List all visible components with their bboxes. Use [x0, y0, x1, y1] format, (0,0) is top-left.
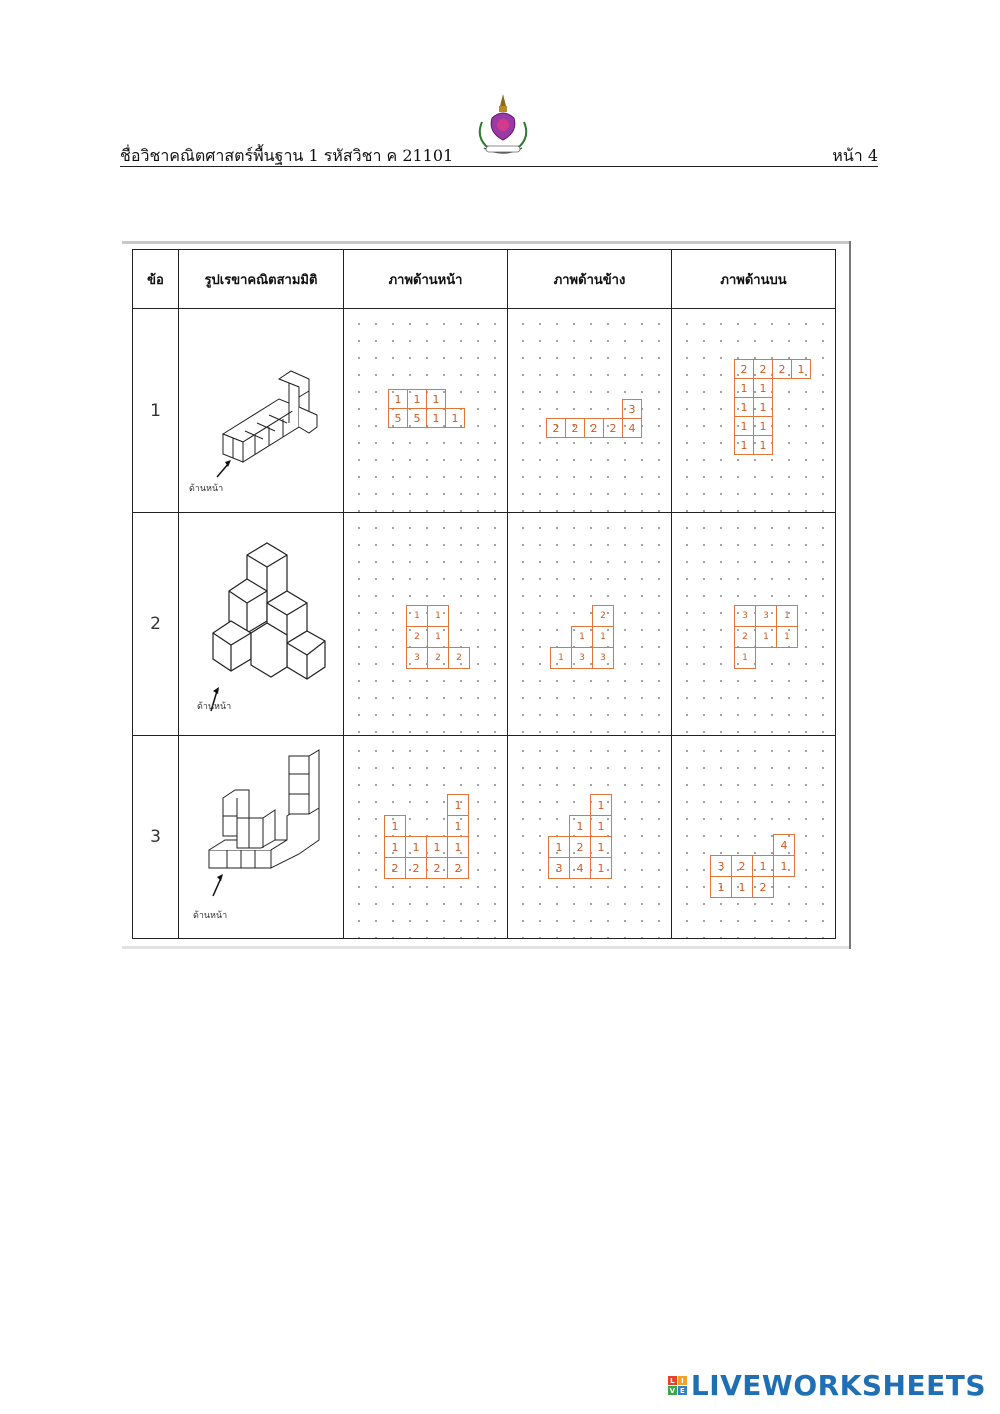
header-no: ข้อ — [133, 250, 179, 309]
grid-cell: 2 — [603, 418, 623, 438]
grid-cell: 1 — [755, 626, 777, 648]
grid-cell: 1 — [407, 389, 427, 409]
grid-cell: 1 — [447, 815, 469, 837]
front-direction-label: ด้านหน้า — [189, 484, 224, 494]
grid-cell: 2 — [734, 626, 756, 648]
solid-figure-2 — [179, 513, 344, 736]
side-view-grid-1[interactable] — [508, 309, 672, 513]
grid-cell: 1 — [773, 855, 795, 877]
grid-cell: 1 — [426, 408, 446, 428]
grid-cell: 1 — [776, 605, 798, 627]
grid-cell: 3 — [592, 647, 614, 669]
grid-cell: 2 — [584, 418, 604, 438]
front-view-grid-3[interactable] — [344, 736, 508, 939]
front-direction-label: ด้านหน้า — [193, 911, 228, 921]
table-row — [133, 309, 836, 513]
grid-cell: 1 — [426, 836, 448, 858]
grid-cell: 1 — [548, 836, 570, 858]
grid-cell: 2 — [405, 857, 427, 879]
header-side-view: ภาพด้านข้าง — [508, 250, 672, 309]
grid-cell: 1 — [447, 836, 469, 858]
grid-cell: 1 — [753, 435, 773, 455]
page-number: หน้า 4 — [832, 146, 878, 165]
front-direction-label: ด้านหน้า — [197, 702, 232, 712]
grid-cell: 2 — [752, 876, 774, 898]
grid-cell: 2 — [406, 626, 428, 648]
table-row — [133, 513, 836, 736]
grid-cell: 3 — [710, 855, 732, 877]
grid-cell: 2 — [734, 359, 754, 379]
grid-cell: 1 — [569, 815, 591, 837]
grid-cell: 2 — [447, 857, 469, 879]
grid-cell: 1 — [734, 416, 754, 436]
top-view-grid-1[interactable] — [672, 309, 836, 513]
grid-cell: 2 — [546, 418, 566, 438]
grid-cell: 1 — [388, 389, 408, 409]
grid-cell: 4 — [622, 418, 642, 438]
grid-cell: 2 — [565, 418, 585, 438]
school-emblem-icon — [468, 92, 538, 162]
side-view-grid-2[interactable] — [508, 513, 672, 736]
liveworksheets-logo[interactable] — [668, 1369, 986, 1402]
grid-cell: 2 — [427, 647, 449, 669]
grid-cell: 1 — [710, 876, 732, 898]
front-view-grid-2[interactable] — [344, 513, 508, 736]
cube-solid-3-icon — [179, 736, 343, 934]
grid-cell: 2 — [772, 359, 792, 379]
views-table — [132, 249, 836, 939]
subject-title: ชื่อวิชาคณิตศาสตร์พื้นฐาน 1 รหัสวิชา ค 21101 — [120, 146, 454, 165]
grid-cell: 2 — [384, 857, 406, 879]
liveworksheets-icon: L I V E — [668, 1376, 687, 1395]
grid-cell: 3 — [571, 647, 593, 669]
top-view-grid-2[interactable] — [672, 513, 836, 736]
grid-cell: 1 — [731, 876, 753, 898]
grid-cell: 2 — [426, 857, 448, 879]
grid-cell: 1 — [571, 626, 593, 648]
grid-cell: 2 — [592, 605, 614, 627]
grid-cell: 1 — [426, 389, 446, 409]
grid-cell: 4 — [569, 857, 591, 879]
grid-cell: 1 — [427, 626, 449, 648]
grid-cell: 1 — [592, 626, 614, 648]
grid-cell: 1 — [791, 359, 811, 379]
solid-figure-1 — [179, 309, 344, 513]
grid-cell: 1 — [734, 397, 754, 417]
grid-cell: 1 — [427, 605, 449, 627]
grid-cell: 1 — [753, 397, 773, 417]
row-number: 3 — [133, 736, 179, 939]
cube-solid-1-icon — [179, 309, 343, 508]
header-front-view: ภาพด้านหน้า — [344, 250, 508, 309]
grid-cell: 1 — [752, 855, 774, 877]
header-row — [133, 250, 836, 309]
grid-cell: 1 — [405, 836, 427, 858]
grid-cell: 1 — [445, 408, 465, 428]
grid-cell: 1 — [590, 794, 612, 816]
grid-cell: 5 — [407, 408, 427, 428]
grid-cell: 1 — [590, 836, 612, 858]
front-view-grid-1[interactable] — [344, 309, 508, 513]
grid-cell: 1 — [753, 378, 773, 398]
row-number: 2 — [133, 513, 179, 736]
grid-cell: 1 — [550, 647, 572, 669]
grid-cell: 2 — [448, 647, 470, 669]
grid-cell: 1 — [590, 857, 612, 879]
grid-cell: 2 — [731, 855, 753, 877]
grid-cell: 2 — [753, 359, 773, 379]
grid-cell: 1 — [406, 605, 428, 627]
top-view-grid-3[interactable] — [672, 736, 836, 939]
table-row — [133, 736, 836, 939]
grid-cell: 1 — [776, 626, 798, 648]
grid-cell: 3 — [734, 605, 756, 627]
grid-cell: 1 — [447, 794, 469, 816]
grid-cell: 1 — [384, 815, 406, 837]
grid-cell: 3 — [755, 605, 777, 627]
grid-cell: 3 — [406, 647, 428, 669]
header-solid: รูปเรขาคณิตสามมิติ — [179, 250, 344, 309]
header-top-view: ภาพด้านบน — [672, 250, 836, 309]
grid-cell: 1 — [734, 435, 754, 455]
grid-cell: 3 — [622, 399, 642, 419]
grid-cell: 3 — [548, 857, 570, 879]
row-number: 1 — [133, 309, 179, 513]
side-view-grid-3[interactable] — [508, 736, 672, 939]
grid-cell: 1 — [753, 416, 773, 436]
grid-cell: 1 — [734, 647, 756, 669]
grid-cell: 4 — [773, 834, 795, 856]
grid-cell: 5 — [388, 408, 408, 428]
grid-cell: 1 — [734, 378, 754, 398]
grid-cell: 1 — [384, 836, 406, 858]
solid-figure-3 — [179, 736, 344, 939]
brand-text: LIVEWORKSHEETS — [690, 1369, 986, 1402]
grid-cell: 2 — [569, 836, 591, 858]
grid-cell: 1 — [590, 815, 612, 837]
